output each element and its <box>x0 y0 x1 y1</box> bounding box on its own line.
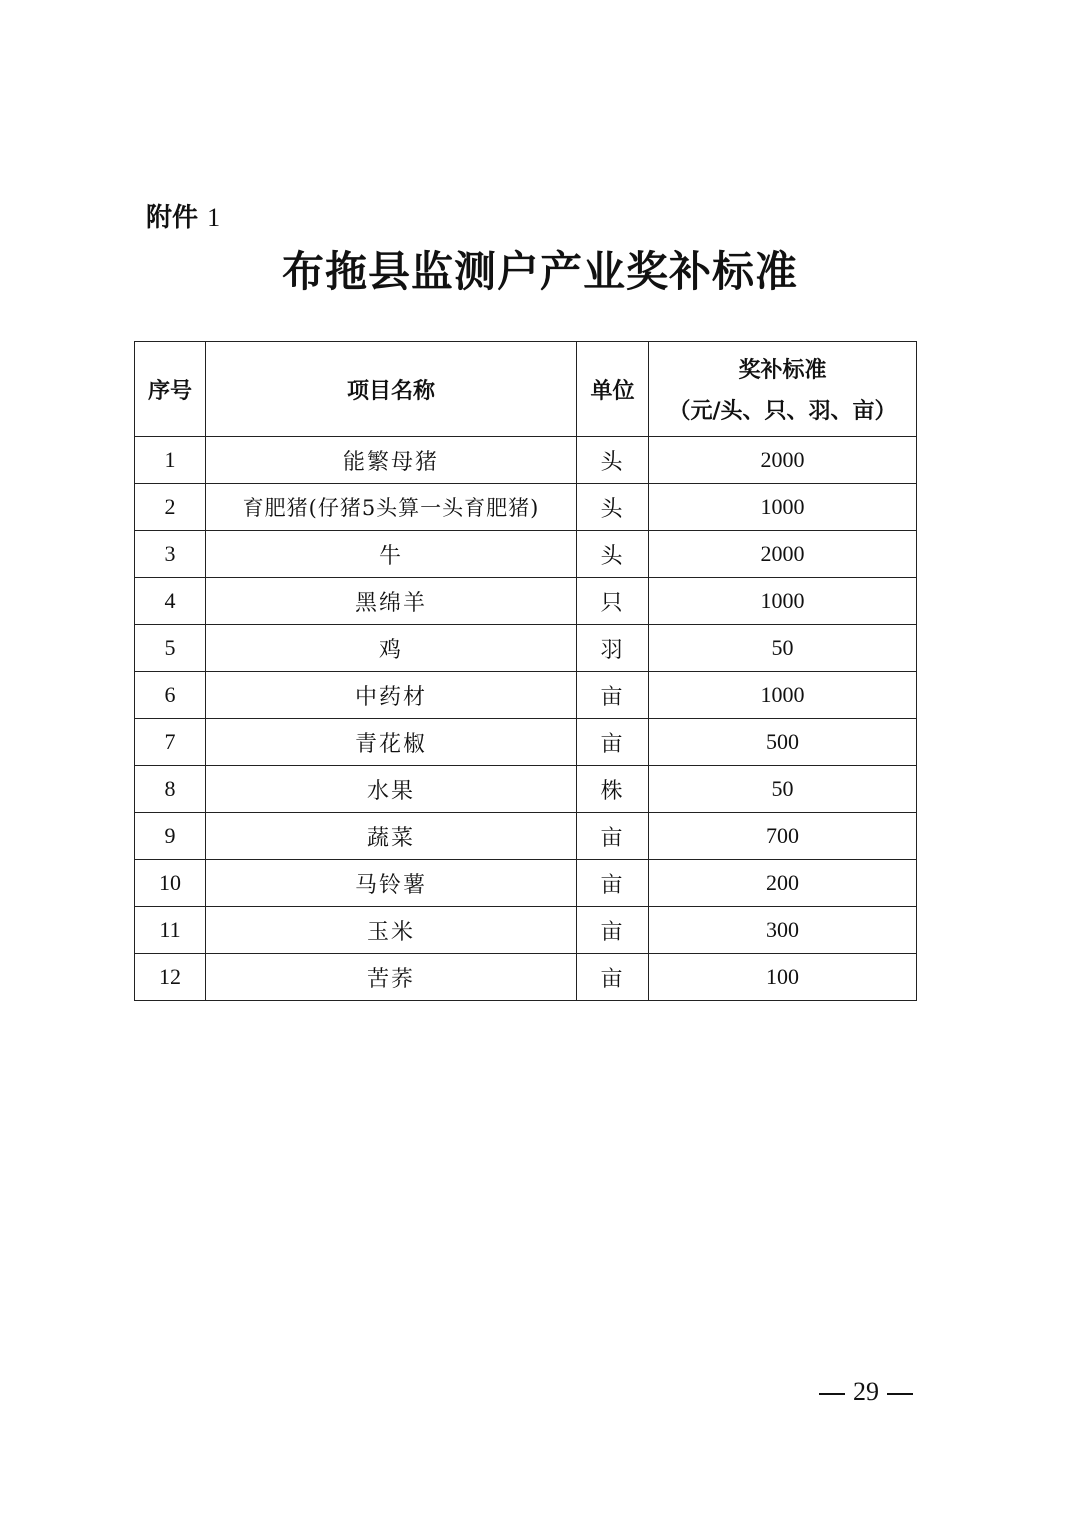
header-standard-title: 奖补标准 <box>738 358 827 383</box>
row-unit: 亩 <box>577 672 649 719</box>
table-row <box>135 860 917 907</box>
row-unit: 羽 <box>577 625 649 672</box>
table-body <box>135 437 917 1001</box>
page-number-value: 29 <box>853 1377 879 1406</box>
row-amount: 1000 <box>649 672 917 719</box>
row-unit: 亩 <box>577 719 649 766</box>
document-title: 布拖县监测户产业奖补标准 <box>281 247 798 296</box>
row-unit: 头 <box>577 531 649 578</box>
row-unit: 亩 <box>577 813 649 860</box>
row-amount: 2000 <box>649 531 917 578</box>
row-index: 3 <box>135 531 206 578</box>
row-amount: 300 <box>649 907 917 954</box>
row-index: 11 <box>135 907 206 954</box>
row-unit: 头 <box>577 437 649 484</box>
award-standard-table <box>134 341 917 1001</box>
table-row <box>135 719 917 766</box>
row-index: 4 <box>135 578 206 625</box>
table-row <box>135 813 917 860</box>
row-name: 水果 <box>206 766 577 813</box>
row-unit: 头 <box>577 484 649 531</box>
row-name: 黑绵羊 <box>206 578 577 625</box>
row-unit: 亩 <box>577 860 649 907</box>
page-number <box>808 1374 924 1410</box>
table-row <box>135 625 917 672</box>
row-index: 5 <box>135 625 206 672</box>
row-name: 育肥猪(仔猪5头算一头育肥猪) <box>206 484 577 531</box>
row-amount: 500 <box>649 719 917 766</box>
row-name: 牛 <box>206 531 577 578</box>
page-number-dash-right <box>887 1393 913 1395</box>
row-index: 12 <box>135 954 206 1001</box>
header-index: 序号 <box>135 342 206 437</box>
row-name: 马铃薯 <box>206 860 577 907</box>
row-name: 能繁母猪 <box>206 437 577 484</box>
attachment-prefix: 附件 <box>146 203 199 233</box>
header-name: 项目名称 <box>206 342 577 437</box>
table-header-row <box>135 342 917 437</box>
row-amount: 50 <box>649 766 917 813</box>
attachment-label <box>146 200 220 236</box>
row-index: 8 <box>135 766 206 813</box>
row-amount: 100 <box>649 954 917 1001</box>
row-unit: 亩 <box>577 907 649 954</box>
row-index: 1 <box>135 437 206 484</box>
row-index: 9 <box>135 813 206 860</box>
row-index: 2 <box>135 484 206 531</box>
row-name: 青花椒 <box>206 719 577 766</box>
attachment-number: 1 <box>207 203 221 232</box>
row-name: 苦荞 <box>206 954 577 1001</box>
row-name: 蔬菜 <box>206 813 577 860</box>
header-unit: 单位 <box>577 342 649 437</box>
row-index: 7 <box>135 719 206 766</box>
row-amount: 2000 <box>649 437 917 484</box>
header-standard <box>649 342 917 437</box>
table-row <box>135 672 917 719</box>
row-index: 10 <box>135 860 206 907</box>
page-number-dash-left <box>819 1393 845 1395</box>
table-row <box>135 531 917 578</box>
row-name: 鸡 <box>206 625 577 672</box>
row-amount: 1000 <box>649 484 917 531</box>
row-name: 中药材 <box>206 672 577 719</box>
row-index: 6 <box>135 672 206 719</box>
row-name: 玉米 <box>206 907 577 954</box>
row-amount: 1000 <box>649 578 917 625</box>
row-amount: 200 <box>649 860 917 907</box>
table-row <box>135 578 917 625</box>
table-row <box>135 484 917 531</box>
row-unit: 株 <box>577 766 649 813</box>
header-standard-units: （元/头、只、羽、亩） <box>668 399 897 424</box>
row-amount: 700 <box>649 813 917 860</box>
row-unit: 只 <box>577 578 649 625</box>
row-unit: 亩 <box>577 954 649 1001</box>
table-row <box>135 766 917 813</box>
table-row <box>135 437 917 484</box>
table-row <box>135 954 917 1001</box>
table-row <box>135 907 917 954</box>
row-amount: 50 <box>649 625 917 672</box>
